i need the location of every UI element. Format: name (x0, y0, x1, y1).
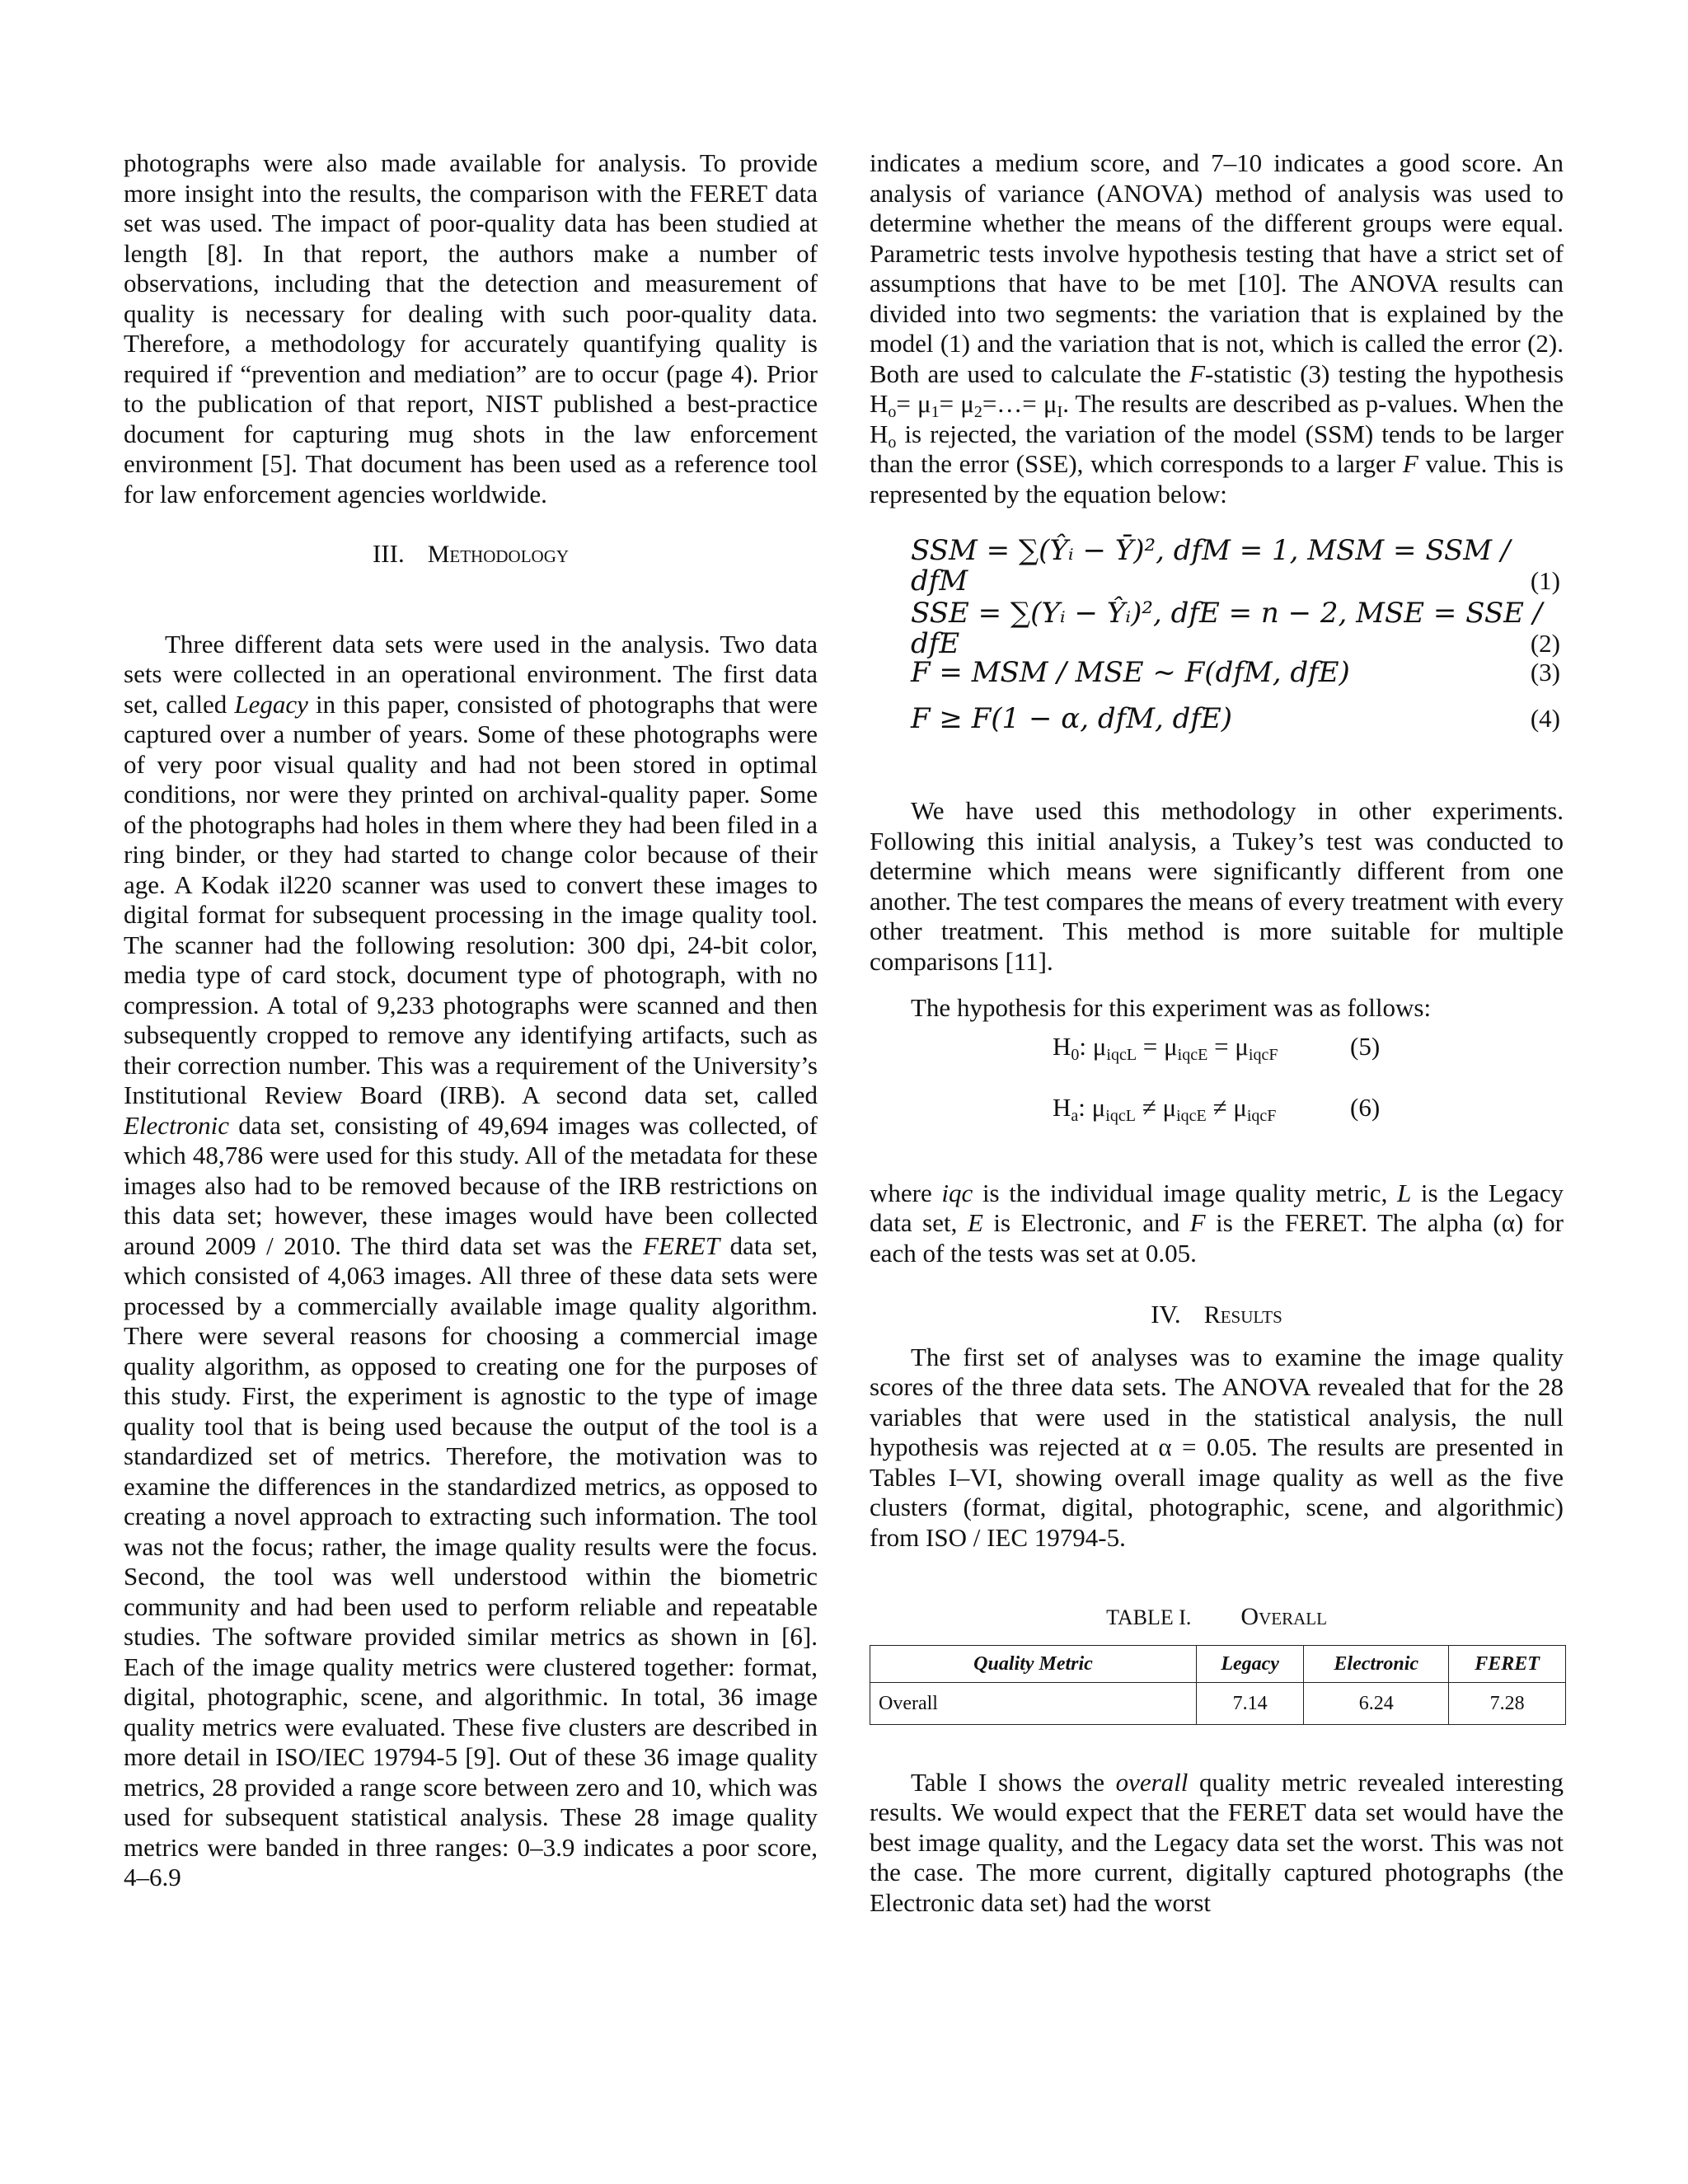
tukey-paragraph: We have used this methodology in other experiments. Following this initial analysis, a Tukey’s test was conducted to determine which means were significantly different from one another. The test compares the means of every treatment with every other treatment. This method is more suitable for multiple comparisons [11]. (870, 796, 1564, 976)
table-header-row (870, 1645, 1566, 1682)
equation-1: SSM = ∑(Ŷᵢ − Ȳ)², dfM = 1, MSM = SSM / dfM (1) (911, 534, 1560, 598)
legacy-term: Legacy (234, 689, 308, 719)
hypothesis-null: $H_0$: $\mu_{iqcL} = \mu_{iqcE} = \mu_{iqcF}$ (5) (1053, 1031, 1381, 1064)
section-number: III. (372, 539, 405, 568)
table-header: FERET (1449, 1645, 1566, 1682)
table-header: Quality Metric (870, 1645, 1197, 1682)
table-header: Legacy (1197, 1645, 1304, 1682)
hypothesis-alternative: $H_a$: $\mu_{iqcL} \ne \mu_{iqcE} \ne \mu_{iqcF}$ (6) (1053, 1092, 1381, 1125)
table-cell: 6.24 (1304, 1682, 1449, 1724)
section-heading-methodology (124, 539, 818, 570)
section-title: Methodology (427, 541, 570, 568)
section-heading-results: IV. Results (1151, 1300, 1282, 1329)
equation-2: SSE = ∑(Yᵢ − Ŷᵢ)², dfE = n − 2, MSE = SSE / dfE (2) (911, 597, 1560, 660)
table-cell: Overall (870, 1682, 1197, 1724)
equation-4: F ≥ F(1 − α, dfM, dfE) (4) (911, 702, 1560, 735)
overall-table (870, 1645, 1566, 1725)
table-cell: 7.14 (1197, 1682, 1304, 1724)
table-header: Electronic (1304, 1645, 1449, 1682)
equation-block (870, 534, 1564, 755)
feret-term: FERET (643, 1230, 720, 1260)
methods-paragraph: Three different data sets were used in the analysis. Two data sets were collected in an operational environment. The first data set, called Legacy in this paper, consisted of photographs that were captured over a number of years. Some of these photographs were of very poor visual quality and had not been stored in optimal conditions, nor were they printed on archival-quality paper. Some of the photographs had holes in them where they had been filed in a ring binder, or they had started to change color because of their age. A Kodak il220 scanner was used to convert these images to digital format for subsequent processing in the image quality tool. The scanner had the following resolution: 300 dpi, 24-bit color, media type of card stock, document type of photograph, with no compression. A total of 9,233 photographs were scanned and then subsequently cropped to remove any identifying artifacts, such as their correction number. This was a requirement of the University’s Institutional Review Board (IRB). A second data set, called Electronic data set, consisting of 49,694 images was collected, of which 48,786 were used for this study. All of the metadata for these images also had to be removed because of the IRB restrictions on this data set; however, these images would have been collected around 2009 / 2010. The third data set was the FERET data set, which consisted of 4,063 images. All three of these data sets were processed by a commercially available image quality algorithm. There were several reasons for choosing a commercial image quality algorithm, as opposed to creating one for the purposes of this study. First, the experiment is agnostic to the type of image quality tool that is being used because the output of the tool is a standardized set of metrics. Therefore, the motivation was to examine the differences in the standardized metrics, as opposed to creating a novel approach to extracting such information. The tool was not the focus; rather, the image quality results were the focus. Second, the tool was well understood within the biometric community and had been used to perform reliable and repeatable studies. The software provided similar metrics as shown in [6]. Each of the image quality metrics were clustered together: format, digital, photographic, scene, and algorithmic. In total, 36 image quality metrics were evaluated. These five clusters are described in more detail in ISO/IEC 19794-5 [9]. Out of these 36 image quality metrics, 28 provided a range score between zero and 10, which was used for subsequent statistical analysis. These 28 image quality metrics were banded in three ranges: 0–3.9 indicates a poor score, 4–6.9 (124, 629, 818, 1891)
intro-paragraph: photographs were also made available for analysis. To provide more insight into the results, the comparison with the FERET data set was used. The impact of poor-quality data has been studied at length [8]. In that report, the authors make a number of observations, including that the detection and measurement of quality is necessary for dealing with such poor-quality data. Therefore, a methodology for accurately quantifying quality is required if “prevention and mediation” are to occur (page 4). Prior to the publication of that report, NIST published a best-practice document for capturing mug shots in the law enforcement environment [5]. That document has been used as a reference tool for law enforcement agencies worldwide. (124, 148, 818, 509)
hypothesis-intro: The hypothesis for this experiment was as follows: (911, 993, 1432, 1022)
anova-paragraph: indicates a medium score, and 7–10 indicates a good score. An analysis of variance (ANOVA) method of analysis was used to determine whether the means of the different groups were equal. Parametric tests involve hypothesis testing that have a strict set of assumptions that have to be met [10]. The ANOVA results can divided into two segments: the variation that is explained by the model (1) and the variation that is not, which is called the error (2). Both are used to calculate the F-statistic (3) testing the hypothesis $H_o= \mu_1=$ $\mu_2=\dots= \mu_I$. The results are described as p-values. When the $H_o$ is rejected, the variation of the model (SSM) tends to be larger than the error (SSE), which corresponds to a larger F value. This is represented by the equation below: (870, 148, 1564, 509)
equation-3: F = MSM / MSE ~ F(dfM, dfE) (3) (911, 656, 1560, 689)
electronic-term: Electronic (124, 1110, 229, 1140)
right-column (870, 148, 1564, 1918)
table-discussion-paragraph: Table I shows the overall quality metric revealed interesting results. We would expect that the FERET data set would have the best image quality, and the Legacy data set the worst. This was not the case. The more current, digitally captured photographs (the Electronic data set) had the worst (870, 1767, 1564, 1917)
where-paragraph: where iqc is the individual image quality metric, L is the Legacy data set, E is Electronic, and F is the FERET. The alpha (α) for each of the tests was set at 0.05. (870, 1178, 1564, 1268)
left-column (124, 148, 818, 1893)
table-cell: 7.28 (1449, 1682, 1566, 1724)
table-row (870, 1682, 1566, 1724)
results-paragraph: The first set of analyses was to examine the image quality scores of the three data sets. The ANOVA revealed that for the 28 variables that were used in the statistical analysis, the null hypothesis was rejected at α = 0.05. The results are presented in Tables I–VI, showing overall image quality as well as the five clusters (format, digital, photographic, scene, and algorithmic) from ISO / IEC 19794-5. (870, 1342, 1564, 1552)
table-caption: TABLE I. Overall (1106, 1603, 1327, 1630)
